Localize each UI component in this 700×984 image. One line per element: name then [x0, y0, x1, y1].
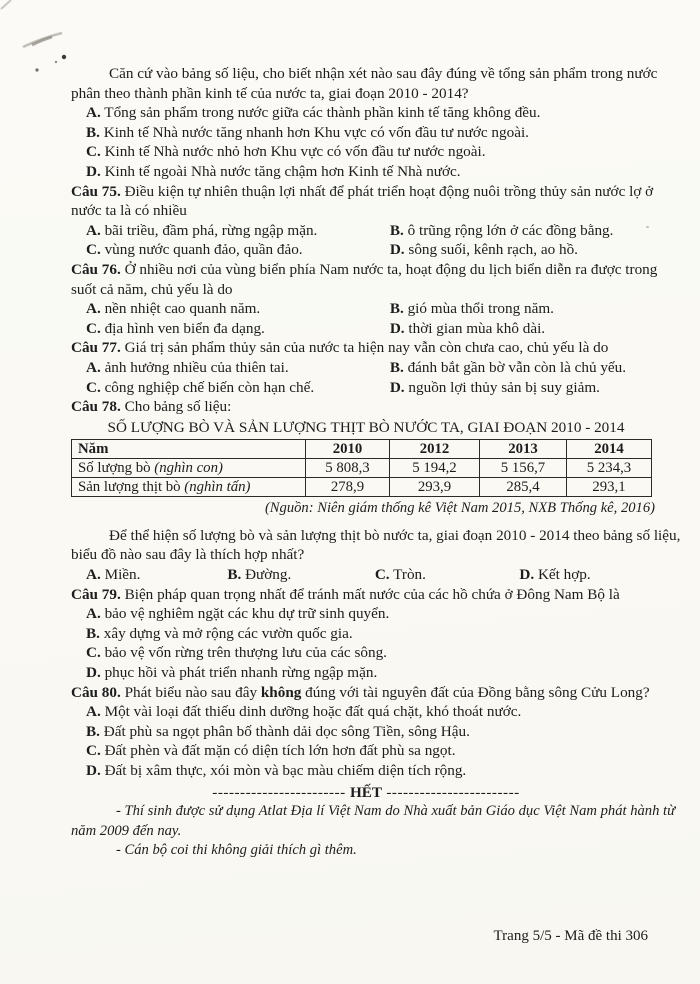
question-stem-line: biểu đồ nào sau đây là thích hợp nhất?: [71, 546, 305, 564]
option-label: C.: [86, 143, 101, 161]
exam-note-line: năm 2009 đến nay.: [71, 822, 182, 839]
option-text: Đất phèn và đất mặn có diện tích lớn hơn đất phù sa ngọt.: [104, 742, 456, 760]
option-label: C.: [86, 644, 101, 662]
option-row: [71, 663, 661, 683]
question-stem: đúng với tài nguyên đất của Đồng bằng sông Cửu Long?: [301, 683, 650, 701]
option-text: Kinh tế ngoài Nhà nước tăng chậm hơn Kinh tế Nhà nước.: [104, 162, 461, 180]
table-header-cell: Năm: [72, 440, 306, 459]
option-label: B.: [227, 566, 242, 584]
option-label: B.: [389, 221, 404, 239]
table-header-cell: 2014: [567, 440, 652, 459]
option-text: Kết hợp.: [537, 566, 591, 584]
option-text: Miền.: [104, 566, 141, 584]
table-row: [72, 478, 652, 497]
exam-notes: [71, 802, 676, 861]
option-row: [375, 358, 661, 378]
option-row: [71, 624, 661, 644]
option-row: [71, 378, 375, 398]
option-label: D.: [519, 566, 535, 584]
option-label: A.: [86, 104, 101, 122]
option-row: [71, 741, 661, 761]
question-number: Câu 75.: [71, 182, 121, 200]
end-marker-dashes: ------------------------: [212, 783, 346, 801]
question-stem: Ở nhiều nơi của vùng biển phía Nam nước ta, hoạt động du lịch biển diễn ra được trong: [124, 260, 658, 278]
question-stem-line: phân theo thành phần kinh tế của nước ta, giai đoạn 2010 - 2014?: [71, 84, 469, 102]
option-row: [375, 299, 661, 319]
option-row: [227, 565, 375, 585]
question-number: Câu 80.: [71, 683, 121, 701]
option-text: Kinh tế Nhà nước nhỏ hơn Khu vực có vốn đầu tư nước ngoài.: [104, 143, 486, 161]
exam-content: [71, 64, 681, 861]
row-unit: (nghìn con): [154, 459, 223, 476]
option-row: [71, 604, 661, 624]
option-text: công nghiệp chế biến còn hạn chế.: [104, 378, 315, 396]
option-text: nền nhiệt cao quanh năm.: [104, 300, 261, 318]
table-header-cell: 2012: [390, 440, 480, 459]
option-label: D.: [86, 162, 101, 180]
option-row: [71, 162, 661, 182]
question-stem: Điều kiện tự nhiên thuận lợi nhất để phát triển hoạt động nuôi trồng thủy sản nước lợ ở: [124, 182, 654, 200]
option-text: phục hồi và phát triển nhanh rừng ngập mặn.: [104, 664, 378, 682]
row-name: Số lượng bò: [78, 459, 151, 476]
end-marker: [71, 783, 661, 803]
option-label: C.: [86, 742, 101, 760]
option-label: B.: [86, 624, 100, 642]
option-row: [71, 722, 661, 742]
table-row-label: [72, 459, 306, 478]
row-unit: (nghìn tấn): [184, 478, 251, 495]
table-source: (Nguồn: Niên giám thống kê Việt Nam 2015, NXB Thống kê, 2016): [264, 500, 655, 517]
option-label: B.: [86, 123, 100, 141]
option-label: A.: [86, 358, 101, 376]
question-stem: Giá trị sản phẩm thủy sản của nước ta hiện nay vẫn còn chưa cao, chủ yếu là do: [124, 339, 609, 357]
option-row: [71, 702, 661, 722]
table-row-label: [72, 478, 306, 497]
table-cell: 278,9: [306, 478, 390, 497]
table-title: SỐ LƯỢNG BÒ VÀ SẢN LƯỢNG THỊT BÒ NƯỚC TA, GIAI ĐOẠN 2010 - 2014: [107, 418, 625, 436]
option-row: [71, 240, 375, 260]
option-text: nguồn lợi thủy sản bị suy giảm.: [408, 378, 600, 396]
option-grid: [71, 221, 661, 260]
option-label: B.: [389, 358, 404, 376]
option-label: A.: [86, 566, 101, 584]
option-row: [71, 103, 661, 123]
option-row: [375, 378, 661, 398]
table-cell: 293,9: [390, 478, 480, 497]
option-text: bảo vệ vốn rừng trên thượng lưu của các sông.: [104, 644, 387, 662]
option-label: D.: [86, 762, 101, 779]
option-label: D.: [389, 241, 405, 259]
option-label: D.: [389, 319, 405, 337]
table-cell: 285,4: [480, 478, 567, 497]
question-stem-line: suốt cả năm, chủ yếu là do: [71, 280, 233, 298]
option-row: [71, 123, 661, 143]
option-label: D.: [389, 378, 405, 396]
option-text: Kinh tế Nhà nước tăng nhanh hơn Khu vực có vốn đầu tư nước ngoài.: [103, 123, 529, 141]
option-text: gió mùa thổi trong năm.: [407, 300, 554, 318]
option-label: C.: [86, 378, 101, 396]
option-grid: [71, 565, 661, 585]
question-stem-line: [71, 260, 661, 280]
option-row: [375, 565, 520, 585]
option-text: Tổng sản phẩm trong nước giữa các thành phần kinh tế tăng không đều.: [104, 104, 541, 122]
option-text: Đất phù sa ngọt phân bố thành dải dọc sông Tiền, sông Hậu.: [103, 722, 470, 740]
question-stem-line: Căn cứ vào bảng số liệu, cho biết nhận xét nào sau đây đúng về tổng sản phẩm trong nước: [109, 65, 658, 82]
table-cell: 5 194,2: [390, 459, 480, 478]
question-stem-line: [71, 683, 661, 703]
option-label: A.: [86, 703, 101, 721]
table-cell: 5 156,7: [480, 459, 567, 478]
option-text: bãi triều, đầm phá, rừng ngập mặn.: [104, 221, 318, 239]
table-header-cell: 2010: [306, 440, 390, 459]
option-text: Đường.: [245, 566, 292, 584]
option-label: C.: [86, 319, 101, 337]
end-marker-label: HẾT: [349, 783, 383, 801]
exam-note-line: - Thí sinh được sử dụng Atlat Địa lí Việt Nam do Nhà xuất bản Giáo dục Việt Nam phát hành từ: [116, 803, 676, 820]
option-label: B.: [86, 722, 100, 740]
table-header-cell: 2013: [480, 440, 567, 459]
option-label: A.: [86, 605, 101, 623]
option-row: [375, 319, 661, 339]
question-stem: Phát biểu nào sau đây: [124, 683, 261, 701]
option-text: ảnh hưởng nhiều của thiên tai.: [104, 358, 289, 376]
exam-note-line: - Cán bộ coi thi không giải thích gì thêm.: [116, 842, 357, 859]
option-text: bảo vệ nghiêm ngặt các khu dự trữ sinh quyển.: [104, 605, 390, 623]
question-stem-line: [71, 397, 661, 417]
table-cell: 5 808,3: [306, 459, 390, 478]
data-table: [71, 439, 652, 497]
question-number: Câu 77.: [71, 339, 121, 357]
option-label: D.: [86, 664, 101, 682]
option-label: A.: [86, 300, 101, 318]
option-row: [71, 299, 375, 319]
option-row: [375, 240, 661, 260]
option-text: sông suối, kênh rạch, ao hồ.: [408, 241, 578, 259]
table-row: [72, 459, 652, 478]
question-stem-line: Để thể hiện số lượng bò và sản lượng thịt bò nước ta, giai đoạn 2010 - 2014 theo bảng số liệu,: [109, 526, 681, 544]
option-text: vùng nước quanh đảo, quần đảo.: [104, 241, 303, 259]
option-text: Một vài loại đất thiếu dinh dưỡng hoặc đất quá chặt, khó thoát nước.: [104, 703, 522, 721]
table-header-row: [72, 440, 652, 459]
option-text: xây dựng và mở rộng các vườn quốc gia.: [103, 624, 353, 642]
option-text: thời gian mùa khô dài.: [408, 319, 546, 337]
question-stem: Biện pháp quan trọng nhất để tránh mất nước của các hồ chứa ở Đông Nam Bộ là: [124, 585, 620, 603]
option-label: A.: [86, 221, 101, 239]
option-row: [71, 142, 661, 162]
option-row: [519, 565, 661, 585]
option-label: C.: [86, 241, 101, 259]
question-stem-line: [71, 182, 661, 202]
option-row: [71, 319, 375, 339]
option-label: C.: [374, 566, 390, 584]
option-row: [71, 643, 661, 663]
question-stem-line: nước ta là có nhiều: [71, 202, 187, 220]
end-marker-dashes: ------------------------: [386, 783, 520, 801]
option-text: ô trũng rộng lớn ở các đồng bằng.: [407, 221, 614, 239]
question-number: Câu 78.: [71, 398, 121, 416]
question-stem: Cho bảng số liệu:: [124, 398, 232, 416]
option-row: [71, 221, 375, 241]
question-number: Câu 79.: [71, 585, 121, 603]
option-row: [71, 761, 661, 781]
option-grid: [71, 299, 661, 338]
question-stem-line: [71, 338, 661, 358]
option-label: B.: [389, 300, 404, 318]
table-cell: 5 234,3: [567, 459, 652, 478]
option-text: đánh bắt gần bờ vẫn còn là chủ yếu.: [407, 358, 627, 376]
option-text: địa hình ven biển đa dạng.: [104, 319, 265, 337]
question-number: Câu 76.: [71, 260, 121, 278]
question-stem-line: [71, 585, 661, 605]
question-stem-emphasis: không: [260, 683, 302, 701]
option-row: [71, 358, 375, 378]
option-grid: [71, 358, 661, 397]
row-name: Sản lượng thịt bò: [78, 478, 181, 495]
page-footer: Trang 5/5 - Mã đề thi 306: [493, 928, 648, 944]
option-text: Đất bị xâm thực, xói mòn và bạc màu chiếm diện tích rộng.: [104, 762, 467, 779]
option-row: [71, 565, 227, 585]
option-text: Tròn.: [393, 566, 426, 584]
option-row: [375, 221, 661, 241]
table-cell: 293,1: [567, 478, 652, 497]
